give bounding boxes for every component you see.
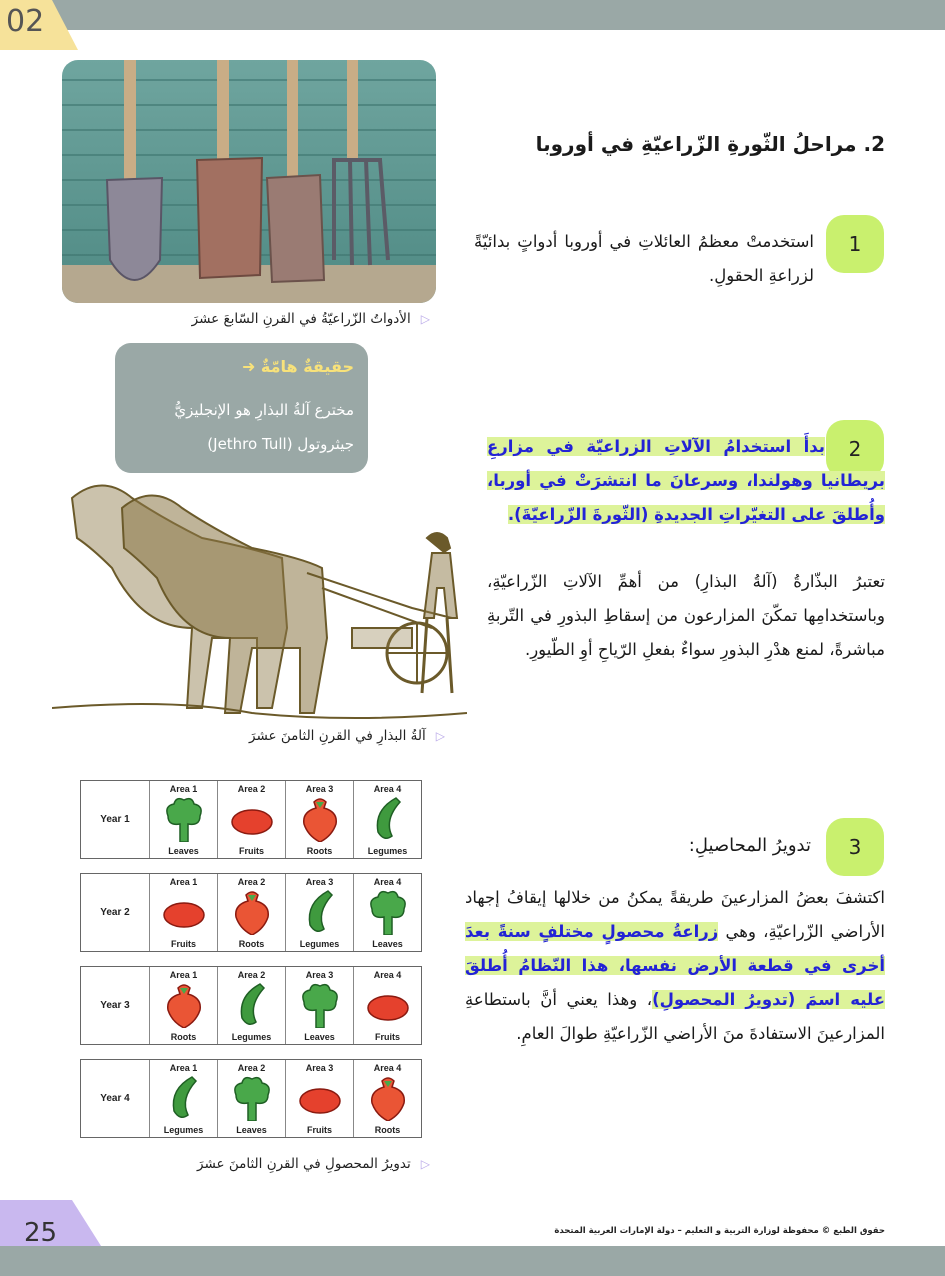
rotation-caption: ▷تدويرُ المحصولِ في القرنِ الثامنَ عشرَ xyxy=(197,1156,430,1172)
roots-icon xyxy=(298,796,342,842)
rotation-cell xyxy=(218,781,286,858)
crop-rotation-chart xyxy=(80,780,422,1152)
rotation-crop-label: Leaves xyxy=(168,846,199,856)
fact-box xyxy=(115,343,368,473)
rotation-crop-label: Leaves xyxy=(236,1125,267,1135)
step-2-badge: 2 xyxy=(826,420,884,478)
rotation-row xyxy=(80,780,422,859)
rotation-cell xyxy=(354,967,421,1044)
step-2-text: تعتبرُ البذّارةُ (آلةُ البذارِ) من أهمِّ الآلاتِ الزّراعيّةِ، وباستخدامِها تمكّنَ المزارعون من إسقاطِ البذورِ في التّربةِ مباشرةً، لمنع هدْرِ البذورِ سواءٌ بفعلِ الرّياحِ أوِ الطّيورِ. xyxy=(487,572,885,659)
leaves-icon xyxy=(162,796,206,842)
rotation-year-label: Year 4 xyxy=(81,1060,150,1137)
rotation-area-label: Area 4 xyxy=(373,877,402,887)
drill-caption: ▷آلةُ البذارِ في القرنِ الثامنَ عشرَ xyxy=(249,728,445,744)
rotation-area-label: Area 4 xyxy=(373,970,402,980)
caption-triangle-icon: ▷ xyxy=(435,729,445,743)
step-2-highlight-block xyxy=(487,430,885,532)
legumes-icon xyxy=(230,982,274,1028)
fact-line-2: جيثروتول (Jethro Tull) xyxy=(207,435,354,453)
rotation-cell xyxy=(150,1060,218,1137)
rotation-crop-label: Leaves xyxy=(304,1032,335,1042)
rotation-area-label: Area 1 xyxy=(169,784,198,794)
roots-icon xyxy=(366,1075,410,1121)
leaves-icon xyxy=(366,889,410,935)
rotation-crop-label: Fruits xyxy=(238,846,264,856)
legumes-icon xyxy=(298,889,342,935)
caption-triangle-icon: ▷ xyxy=(420,1157,430,1171)
rotation-cell xyxy=(150,874,218,951)
horse-plough-drawing xyxy=(52,478,467,723)
rotation-cell xyxy=(150,781,218,858)
rotation-area-label: Area 2 xyxy=(237,1063,266,1073)
rotation-area-label: Area 2 xyxy=(237,784,266,794)
rotation-crop-label: Roots xyxy=(306,846,333,856)
rotation-cell xyxy=(286,1060,354,1137)
fruits-icon xyxy=(230,796,274,842)
seed-drill-illustration xyxy=(52,478,467,723)
rotation-cell xyxy=(218,1060,286,1137)
tools-caption: ▷الأدواتُ الزّراعيّةُ في القرنِ السّابعَ عشرَ xyxy=(191,311,430,327)
rotation-year-label: Year 1 xyxy=(81,781,150,858)
rotation-area-label: Area 3 xyxy=(305,970,334,980)
rotation-cell xyxy=(150,967,218,1044)
step-3-text: اكتشفَ بعضُ المزارعينَ طريقةً يمكنُ من خلالها إيقافُ إجهاد الأراضي الزّراعيّةِ، وهي زراعةُ محصولٍ مختلفٍ سنةً بعدَ أخرى في قطعة الأرض نفسها، هذا النّظامُ أُطلقَ عليه اسمَ (تدويرُ المحصولِ)، وهذا يعني أنَّ باستطاعةِ المزارعينَ الاستفادةَ منَ الأراضي الزّراعيّةِ طوالَ العامِ. xyxy=(465,888,885,1043)
rotation-row xyxy=(80,1059,422,1138)
legumes-icon xyxy=(366,796,410,842)
rotation-cell xyxy=(354,1060,421,1137)
copyright-notice: حقوق الطبع © محفوظة لوزارة التربية و التعليم – دولة الإمارات العربية المتحدة xyxy=(554,1226,885,1236)
fruits-icon xyxy=(162,889,206,935)
rotation-area-label: Area 3 xyxy=(305,877,334,887)
rotation-row xyxy=(80,966,422,1045)
fruits-icon xyxy=(298,1075,342,1121)
rotation-cell xyxy=(286,781,354,858)
rotation-crop-label: Fruits xyxy=(374,1032,400,1042)
rotation-crop-label: Legumes xyxy=(163,1125,204,1135)
rotation-area-label: Area 4 xyxy=(373,1063,402,1073)
page-number: 25 xyxy=(24,1218,58,1248)
step-3-badge: 3 xyxy=(826,818,884,876)
leaves-icon xyxy=(298,982,342,1028)
footer-bar xyxy=(0,1246,945,1276)
roots-icon xyxy=(162,982,206,1028)
rotation-area-label: Area 3 xyxy=(305,784,334,794)
rotation-cell xyxy=(218,967,286,1044)
rotation-crop-label: Fruits xyxy=(306,1125,332,1135)
arrow-icon: ➜ xyxy=(241,357,256,376)
fruits-icon xyxy=(366,982,410,1028)
step-2-highlight: بدأَ استخدامُ الآلاتِ الزراعيّة في مزارعِ بريطانيا وهولندا، وسرعانَ ما انتشرَتْ في أوربا، وأُطلقَ على التغيّراتِ الجديدةِ (الثّورةَ الزّراعيّةَ). xyxy=(487,437,885,524)
legumes-icon xyxy=(162,1075,206,1121)
rotation-year-label: Year 3 xyxy=(81,967,150,1044)
rotation-cell xyxy=(354,781,421,858)
rotation-crop-label: Fruits xyxy=(170,939,196,949)
fact-line-1: مخترع آلةُ البذارِ هو الإنجليزيُّ xyxy=(174,401,354,419)
rotation-crop-label: Legumes xyxy=(231,1032,272,1042)
rotation-crop-label: Leaves xyxy=(372,939,403,949)
fact-title: حقيقةٌ هامّةٌ ➜ xyxy=(241,357,354,376)
rotation-cell xyxy=(286,967,354,1044)
tools-photo xyxy=(62,60,436,303)
rotation-area-label: Area 4 xyxy=(373,784,402,794)
chapter-number: 02 xyxy=(6,4,45,39)
rotation-cell xyxy=(354,874,421,951)
rotation-crop-label: Legumes xyxy=(299,939,340,949)
step-3-heading: تدويرُ المحاصيلِ: xyxy=(688,835,811,856)
header-bar xyxy=(0,0,945,30)
fact-body xyxy=(126,393,354,461)
garden-tools-illustration xyxy=(62,60,436,303)
rotation-cell xyxy=(286,874,354,951)
rotation-area-label: Area 3 xyxy=(305,1063,334,1073)
rotation-area-label: Area 2 xyxy=(237,970,266,980)
leaves-icon xyxy=(230,1075,274,1121)
rotation-area-label: Area 1 xyxy=(169,877,198,887)
rotation-area-label: Area 1 xyxy=(169,970,198,980)
rotation-cell xyxy=(218,874,286,951)
rotation-year-label: Year 2 xyxy=(81,874,150,951)
step-1-text: استخدمتْ معظمُ العائلاتِ في أوروبا أدواتٍ بدائيّةً لزراعةِ الحقولِ. xyxy=(474,232,814,285)
roots-icon xyxy=(230,889,274,935)
caption-triangle-icon: ▷ xyxy=(420,312,430,326)
section-title: 2. مراحلُ الثّورةِ الزّراعيّةِ في أوروبا xyxy=(535,132,885,156)
rotation-crop-label: Roots xyxy=(374,1125,401,1135)
rotation-crop-label: Legumes xyxy=(367,846,408,856)
rotation-crop-label: Roots xyxy=(170,1032,197,1042)
rotation-area-label: Area 2 xyxy=(237,877,266,887)
rotation-area-label: Area 1 xyxy=(169,1063,198,1073)
rotation-crop-label: Roots xyxy=(238,939,265,949)
step-1-badge: 1 xyxy=(826,215,884,273)
rotation-row xyxy=(80,873,422,952)
